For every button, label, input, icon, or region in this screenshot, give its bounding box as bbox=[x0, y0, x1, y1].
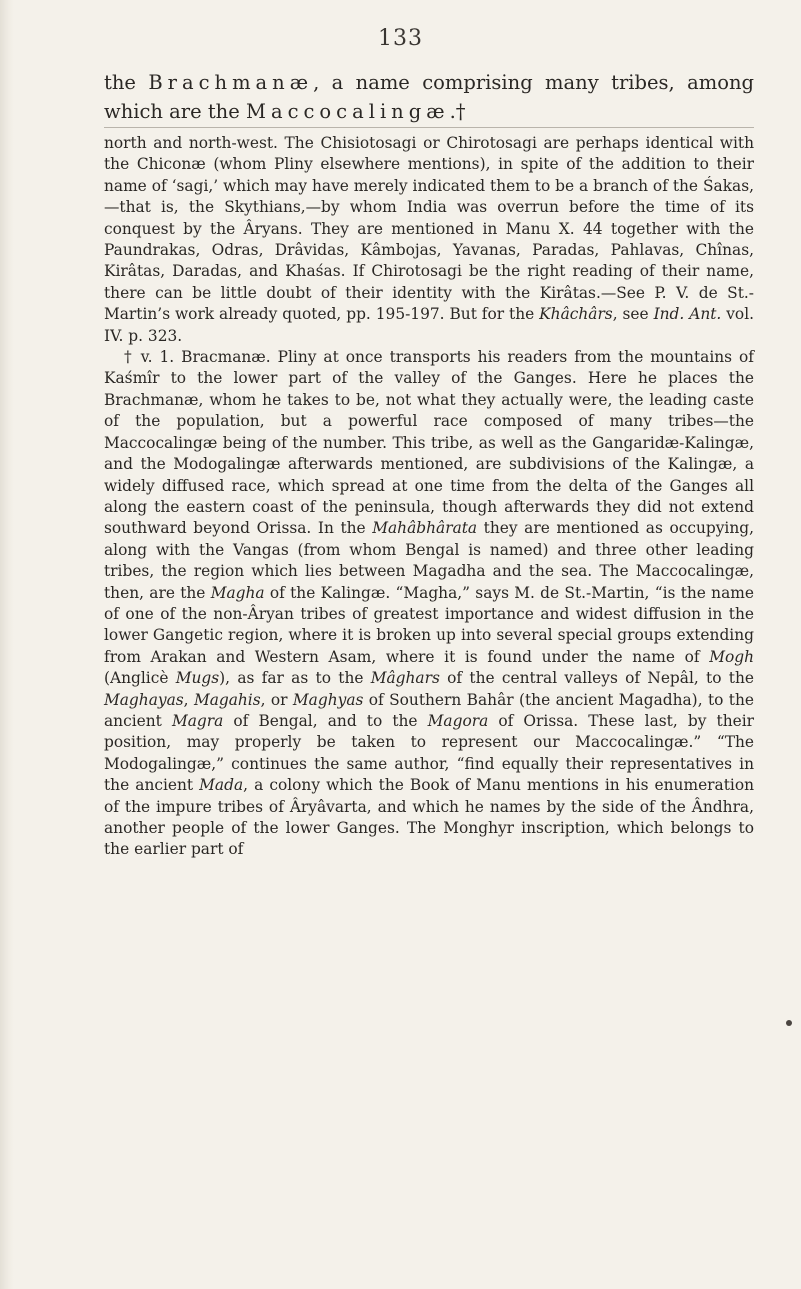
footnote-text: of Southern Bahâr (the ancient Magadha), to the ancient bbox=[104, 690, 754, 730]
footnote-italic: Mâghars bbox=[370, 669, 440, 688]
ink-dot-mark bbox=[786, 1020, 792, 1026]
footnote-italic: Mugs bbox=[175, 669, 220, 688]
footnotes bbox=[104, 133, 754, 861]
footnote-italic: Magha bbox=[210, 583, 265, 602]
footnote-italic: Magora bbox=[427, 711, 489, 730]
footnote-italic: Magahis bbox=[193, 690, 261, 709]
footnote-divider bbox=[104, 127, 754, 128]
footnote-continued bbox=[104, 133, 754, 347]
footnote-italic: Magra bbox=[171, 711, 224, 730]
footnote-marker: .† bbox=[449, 100, 466, 123]
scan-edge-shadow bbox=[0, 0, 14, 1289]
footnote-text: ), as far as to the bbox=[219, 669, 371, 688]
footnote-continued-text: north and north-west. The Chisiotosagi or Chirotosagi are perhaps identical with the Chiconæ (whom Pliny elsewhere mentions), in spite of the addition to their name of ‘sagi,’ which may have merely indicated them to be a branch of the Śakas,—that is, the Skythians,—by whom India was overrun before the time of its conquest by the Âryans. They are mentioned in Manu X. 44 together with the Paundrakas, Odras, Drâvidas, Kâmbojas, Yavanas, Paradas, Pahlavas, Chînas, Kirâtas, Daradas, and Khaśas. If Chirotosagi be the right reading of their name, there can be little doubt of their identity with the Kirâtas.—See P. V. de St.-Martin’s work already quoted, pp. 195-197. But for the bbox=[104, 134, 754, 324]
page-number: 133 bbox=[378, 26, 423, 51]
footnote-italic-khachars: Khâchârs bbox=[539, 305, 613, 324]
term-maccocalingae: Maccocalingæ bbox=[245, 100, 450, 123]
main-text-part1: the bbox=[104, 71, 149, 94]
footnote-text: they are mentioned as occupying, along with the Vangas (from whom Bengal is named) and three other leading tribes, the region which lies between Magadha and the sea. The Maccocalingæ, then, are the bbox=[104, 519, 754, 602]
footnote-continued-text: , see bbox=[612, 305, 654, 324]
footnote-text: , a colony which the Book of Manu mentions in his enumeration of the impure tribes of Âryâvarta, and which he names by the side of the Ândhra, another people of the lower Ganges. The Monghyr inscription, which belongs to the earlier part of bbox=[104, 776, 754, 859]
footnote-text: of Orissa. These last, by their position, may properly be taken to represent our Maccocalingæ.” “The Modogalingæ,” continues the same author, “find equally their representatives in the ancient bbox=[104, 711, 755, 795]
footnote-italic: Mada bbox=[199, 776, 244, 795]
footnote-text: of Bengal, and to the bbox=[223, 711, 428, 730]
term-brachmanae: Brachmanæ bbox=[148, 71, 314, 94]
main-text bbox=[104, 68, 754, 126]
footnote-italic: Mahâbhârata bbox=[372, 519, 478, 538]
footnote-text: † v. 1. Bracmanæ. Pliny at once transports his readers from the mountains of Kaśmîr to the lower part of the valley of the Ganges. Here he places the Brachmanæ, whom he takes to be, not what they actually were, the leading caste of the population, but a powerful race composed of many tribes—the Maccocalingæ being of the number. This tribe, as well as the Gangaridæ-Kalingæ, and the Modogalingæ afterwards mentioned, are subdivisions of the Kalingæ, a widely diffused race, which spread at one time from the delta of the Ganges all along the eastern coast of the peninsula, though afterwards they did not extend southward beyond Orissa. In the bbox=[104, 348, 754, 538]
footnote-italic: Maghyas bbox=[292, 690, 364, 709]
footnote-text: , or bbox=[260, 690, 293, 709]
footnote-italic: Maghayas bbox=[104, 690, 184, 709]
footnote-text: of the central valleys of Nepâl, to the bbox=[439, 669, 754, 688]
footnote-italic-ind-ant: Ind. Ant. bbox=[653, 305, 722, 324]
footnote-text: , bbox=[183, 690, 194, 709]
footnote-dagger bbox=[104, 347, 754, 861]
footnote-text: of the Kalingæ. “Magha,” says M. de St.-Martin, “is the name of one of the non-Âryan tribes of greatest importance and widest diffusion in the lower Gangetic region, where it is broken up into several special groups extending from Arakan and Western Asam, where it is found under the name of bbox=[104, 583, 754, 666]
footnote-text: (Anglicè bbox=[104, 669, 176, 688]
footnote-italic: Mogh bbox=[709, 647, 754, 666]
footnote-continued-text: vol. IV. p. 323. bbox=[104, 305, 755, 345]
main-text-part2: , a name comprising many tribes, among which are the bbox=[104, 71, 755, 123]
